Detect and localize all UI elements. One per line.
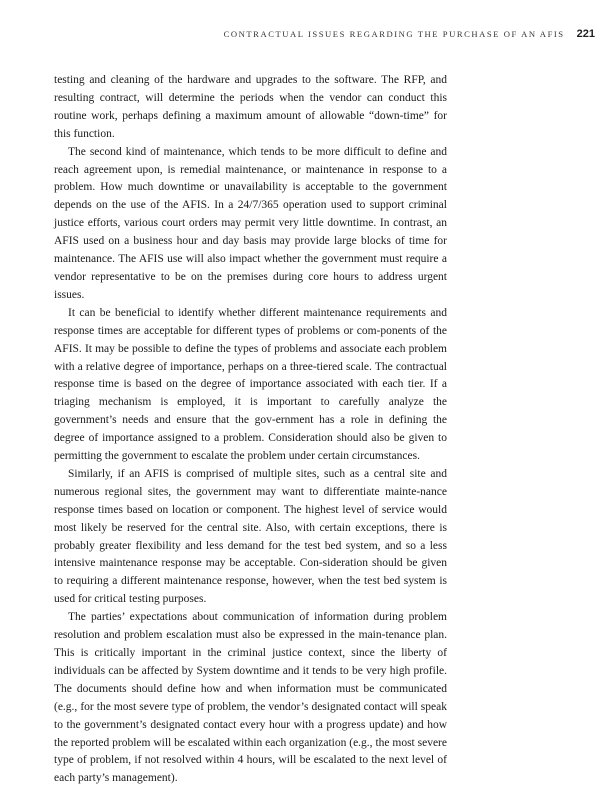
paragraph-response-times: It can be beneficial to identify whether different maintenance requirements and response times are acceptable for different types of problems or com-ponents of the AFIS. It may be possible to define the types of problems and associate each problem with a relative degree of importance, perhaps on a three-tiered scale. The contractual response time is based on the degree of importance associated with each tier. If a triaging mechanism is employed, it is important to carefully analyze the government’s needs and ensure that the gov-ernment has a role in defining the degree of importance assigned to a problem. Consideration should also be given to permitting the government to escalate the problem under certain circumstances.	[54, 306, 447, 463]
body-text	[54, 72, 447, 788]
page-number: 221	[576, 28, 595, 40]
running-title: CONTRACTUAL ISSUES REGARDING THE PURCHASE OF AN AFIS	[223, 29, 565, 39]
running-header	[224, 28, 595, 40]
paragraph-multiple-sites: Similarly, if an AFIS is comprised of multiple sites, such as a central site and numerous regional sites, the government may want to differentiate mainte-nance response times based on location or component. The highest level of service would most likely be reserved for the central site. Also, with certain exceptions, there is probably greater flexibility and less demand for the test bed system, and so a less intensive maintenance response may be acceptable. Con-sideration should be given to requiring a different maintenance response, however, when the test bed system is used for critical testing purposes.	[54, 467, 447, 606]
paragraph-routine-maintenance-continued: testing and cleaning of the hardware and upgrades to the software. The RFP, and resulting contract, will determine the periods when the vendor can conduct this routine work, perhaps defining a maximum amount of allowable “down-time” for this function.	[54, 74, 447, 140]
paragraph-communication-expectations: The parties’ expectations about communication of information during problem resolution and problem escalation must also be expressed in the main-tenance plan. This is critically important in the criminal justice context, since the liberty of individuals can be affected by System downtime and it tends to be very high profile. The documents should define how and when information must be communicated (e.g., for the most severe type of problem, the vendor’s designated contact will speak to the government’s designated contact every hour with a progress update) and how the reported problem will be escalated within each organization (e.g., the most severe type of problem, if not resolved within 4 hours, will be escalated to the next level of each party’s management).	[54, 611, 447, 785]
paragraph-remedial-maintenance: The second kind of maintenance, which tends to be more difficult to define and reach agreement upon, is remedial maintenance, or maintenance in response to a problem. How much downtime or unavailability is acceptable to the government depends on the use of the AFIS. In a 24/7/365 operation used to support criminal justice efforts, various court orders may permit very little downtime. In contrast, an AFIS used on a business hour and day basis may provide large blocks of time for maintenance. The AFIS use will also impact whether the government must require a vendor representative to be on the premises during core hours to address urgent issues.	[54, 145, 447, 301]
